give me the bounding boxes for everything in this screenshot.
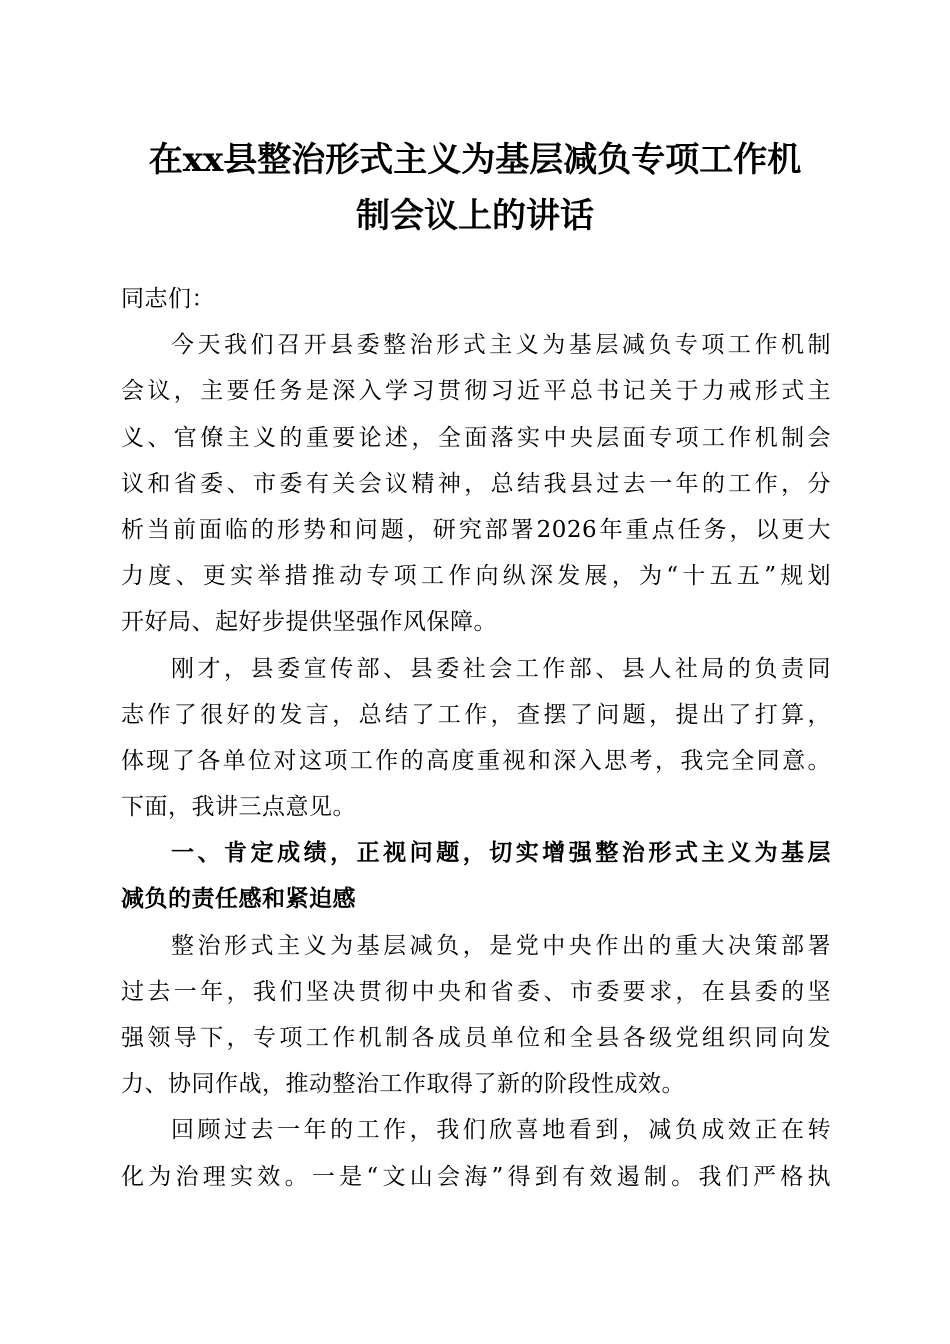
paragraph-speeches	[121, 646, 831, 831]
paragraph-line: 志作了很好的发言，总结了工作，查摆了问题，提出了打算，	[121, 701, 831, 728]
section-heading-1	[121, 830, 831, 922]
paragraph-line: 开好局、起好步提供坚强作风保障。	[121, 609, 497, 636]
paragraph-line: 义、官僚主义的重要论述，全面落实中央层面专项工作机制会	[121, 424, 831, 451]
paragraph-line: 过去一年，我们坚决贯彻中央和省委、市委要求，在县委的坚	[121, 978, 831, 1005]
paragraph-achievements	[121, 923, 831, 1108]
paragraph-opening	[121, 322, 831, 645]
title-line-2: 制会议上的讲话	[356, 196, 594, 236]
paragraph-line: 议和省委、市委有关会议精神，总结我县过去一年的工作，分	[121, 470, 831, 497]
paragraph-line: 力、协同作战，推动整治工作取得了新的阶段性成效。	[121, 1071, 685, 1098]
paragraph-line: 下面，我讲三点意见。	[121, 794, 356, 821]
paragraph-line: 回顾过去一年的工作，我们欣喜地看到，减负成效正在转	[171, 1117, 831, 1144]
document-title	[100, 132, 850, 244]
document-body	[121, 276, 831, 1200]
salutation: 同志们：	[121, 286, 215, 312]
paragraph-line: 析当前面临的形势和问题，研究部署2026年重点任务，以更大	[121, 516, 831, 543]
paragraph-line: 刚才，县委宣传部、县委社会工作部、县人社局的负责同	[171, 655, 831, 682]
heading-line: 一、肯定成绩，正视问题，切实增强整治形式主义为基层	[171, 840, 831, 867]
paragraph-line: 会议，主要任务是深入学习贯彻习近平总书记关于力戒形式主	[121, 378, 831, 405]
paragraph-line: 整治形式主义为基层减负，是党中央作出的重大决策部署	[171, 932, 831, 959]
paragraph-line: 今天我们召开县委整治形式主义为基层减负专项工作机制	[171, 332, 831, 359]
title-line-1: 在xx县整治形式主义为基层减负专项工作机	[148, 140, 802, 180]
paragraph-line: 体现了各单位对这项工作的高度重视和深入思考，我完全同意。	[121, 747, 831, 774]
paragraph-line: 力度、更实举措推动专项工作向纵深发展，为“十五五”规划	[121, 563, 831, 590]
heading-line: 减负的责任感和紧迫感	[121, 886, 356, 913]
paragraph-line: 强领导下，专项工作机制各成员单位和全县各级党组织同向发	[121, 1025, 831, 1051]
paragraph-line: 化为治理实效。一是“文山会海”得到有效遏制。我们严格执	[121, 1163, 831, 1190]
paragraph-review	[121, 1107, 831, 1199]
